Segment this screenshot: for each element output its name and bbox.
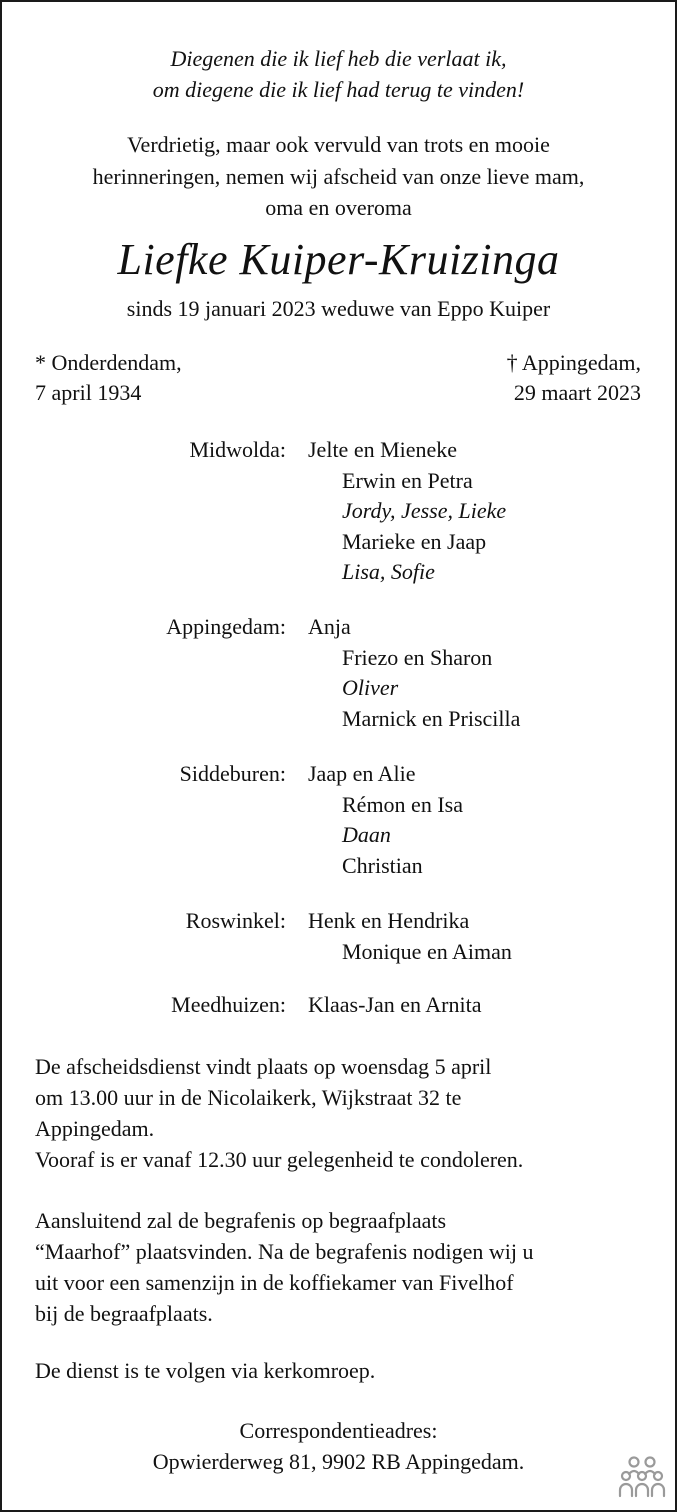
stream-note: De dienst is te volgen via kerkomroep. (35, 1358, 376, 1383)
widow-line: sinds 19 januari 2023 weduwe van Eppo Kuiper (126, 296, 551, 321)
service-line-4: Vooraf is er vanaf 12.30 uur gelegenheid te condoleren. (35, 1147, 524, 1172)
family-descendant: Monique en Aiman (342, 939, 512, 964)
service-line-3: Appingedam. (35, 1116, 155, 1141)
family-place: Siddeburen: (179, 761, 286, 786)
family-place: Midwolda: (189, 437, 286, 462)
family-descendant: Marieke en Jaap (342, 529, 487, 554)
correspondence-address: Opwierderweg 81, 9902 RB Appingedam. (152, 1449, 525, 1474)
family-descendant: Oliver (342, 675, 399, 700)
deceased-name: Liefke Kuiper-Kruizinga (117, 235, 560, 284)
intro-line-2: herinneringen, nemen wij afscheid van onze lieve mam, (92, 164, 585, 189)
people-logo-icon (618, 1452, 666, 1500)
death-date: 29 maart 2023 (513, 380, 641, 405)
service-line-2: om 13.00 uur in de Nicolaikerk, Wijkstraat 32 te (35, 1085, 462, 1110)
family-place: Appingedam: (166, 614, 286, 639)
family-descendant: Marnick en Priscilla (342, 706, 521, 731)
family-descendant: Rémon en Isa (342, 792, 463, 817)
family-member: Klaas-Jan en Arnita (308, 992, 482, 1017)
family-descendant: Friezo en Sharon (342, 645, 493, 670)
family-descendant: Lisa, Sofie (342, 559, 435, 584)
family-member: Jelte en Mieneke (308, 437, 458, 462)
family-place: Roswinkel: (185, 908, 286, 933)
family-member: Jaap en Alie (308, 761, 416, 786)
intro-line-1: Verdrietig, maar ook vervuld van trots en mooie (127, 132, 550, 157)
burial-line-2: “Maarhof” plaatsvinden. Na de begrafenis nodigen wij u (35, 1239, 534, 1264)
family-descendant: Christian (342, 853, 423, 878)
family-member: Henk en Hendrika (308, 908, 470, 933)
family-descendant: Daan (342, 822, 391, 847)
burial-line-4: bij de begraafplaats. (35, 1301, 213, 1326)
family-member: Anja (308, 614, 351, 639)
poem-line-2: om diegene die ik lief had terug te vinden! (152, 77, 525, 102)
burial-line-1: Aansluitend zal de begrafenis op begraafplaats (35, 1208, 447, 1233)
family-place: Meedhuizen: (171, 992, 286, 1017)
death-place: † Appingedam, (506, 350, 641, 375)
birth-date: 7 april 1934 (35, 380, 142, 405)
birth-place: * Onderdendam, (35, 350, 182, 375)
family-descendant: Erwin en Petra (342, 468, 473, 493)
intro-line-3: oma en overoma (265, 195, 412, 220)
poem-line-1: Diegenen die ik lief heb die verlaat ik, (170, 46, 507, 71)
burial-line-3: uit voor een samenzijn in de koffiekamer van Fivelhof (35, 1270, 514, 1295)
family-descendant: Jordy, Jesse, Lieke (342, 498, 507, 523)
service-line-1: De afscheidsdienst vindt plaats op woensdag 5 april (35, 1054, 492, 1079)
correspondence-label: Correspondentieadres: (239, 1418, 438, 1443)
